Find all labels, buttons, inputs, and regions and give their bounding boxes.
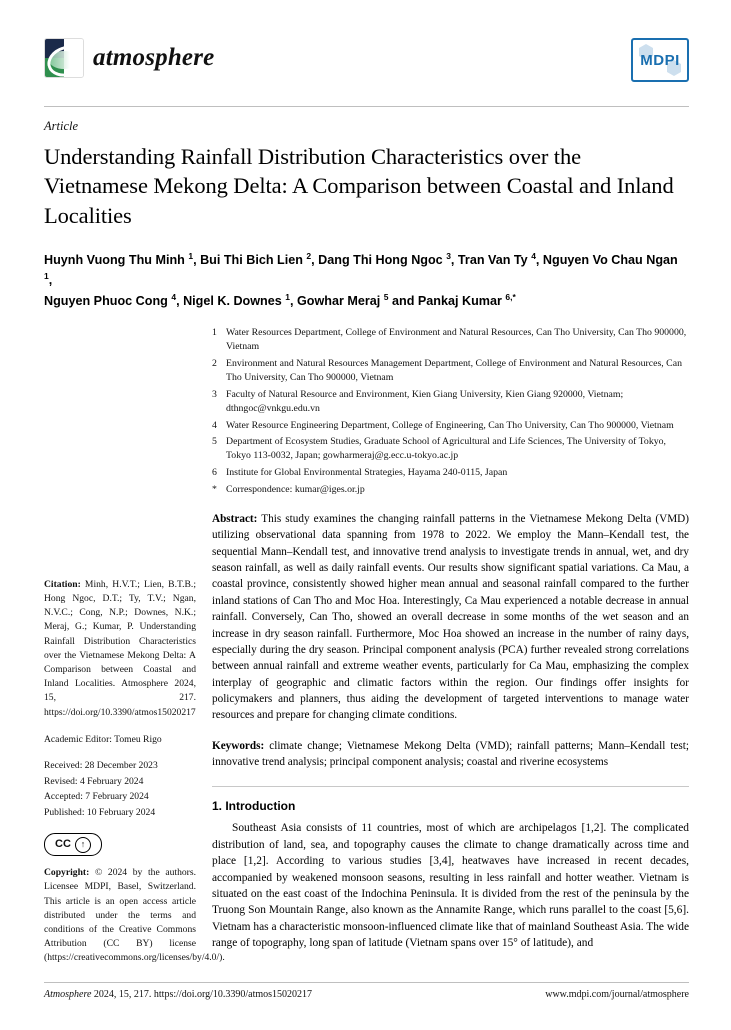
content-columns [44, 326, 689, 966]
affiliation-row [212, 419, 689, 433]
copyright-block [44, 866, 225, 965]
keywords-block [212, 738, 689, 771]
affiliation-text: Water Resource Engineering Department, College of Engineering, Can Tho University, Can Tho 900000, Vietnam [226, 419, 674, 431]
affiliation-row [212, 435, 689, 463]
page-content [44, 38, 689, 993]
citation-label: Citation: [44, 578, 81, 590]
footer-journal-name: Atmosphere [44, 989, 92, 1000]
affiliation-text: Environment and Natural Resources Management Department, College of Environment and Natural Resources, Can Tho University, Can Tho 900000, Vietnam [226, 357, 682, 383]
citation-text: Minh, H.V.T.; Lien, B.T.B.; Hong Ngoc, D.T.; Ty, T.V.; Ngan, N.V.C.; Cong, N.P.; Downes, N.K.; Meraj, G.; Kumar, P. Understanding Rainfall Distribution Characteristics over the Vietnamese Mekong Delta: A Comparison between Coastal and Inland Localities. Atmosphere 2024, 15, 217. https://doi.org/10.3390/atmos15020217 [44, 578, 196, 718]
page-footer [44, 982, 689, 1000]
creative-commons-icon [44, 833, 102, 856]
author-list: Huynh Vuong Thu Minh $^1$, Bui Thi Bich Lien $^2$, Dang Thi Hong Ngoc $^3$, Tran Van Ty $^4$, Nguyen Vo Chau Ngan $^1$, Nguyen Phuoc Cong $^4$, Nigel K. Downes $^1$, Gowhar Meraj $^5$ and Pankaj Kumar $^{6,*}$ [44, 250, 678, 309]
page-title: Understanding Rainfall Distribution Characteristics over the Vietnamese Mekong Delta: A Comparison between Coastal and Inland Localities [44, 144, 674, 228]
affiliation-text: Faculty of Natural Resource and Environment, Kien Giang University, Kien Giang 920000, Vietnam; dthngoc@vnkgu.edu.vn [226, 388, 624, 414]
affiliation-number: 1 [212, 326, 217, 338]
affiliation-number: 2 [212, 357, 217, 369]
abstract-text: This study examines the changing rainfall patterns in the Vietnamese Mekong Delta (VMD) utilizing observational data spanning from 1978 to 2022. We employ the Mann–Kendall test, the sequential Mann–Kendall test, and innovative trend analysis to investigate trends in annual, wet, and dry season rainfall, as well as daily rainfall events. Our results show significant spatial variations. Ca Mau, a coastal province, consistently showed higher mean annual and seasonal rainfall compared to the further inland stations of Can Tho and Moc Hoa. Interestingly, Ca Mau experienced a notable decrease in annual rainfall. Conversely, Can Tho, showed an overall decrease in some months of the wet season and an increase in dry season rainfall. Furthermore, Moc Hoa showed an increase in the number of rainy days, especially during the dry season. Principal component analysis (PCA) further revealed strong correlations between annual rainfall and extreme weather events, particularly for Ca Mau, emphasizing the complex interplay of geographic and climatic factors within the region. Our findings offer insights for policymakers and planners, thus aiding the development of targeted interventions to manage water resources and prepare for changing climate conditions. [212, 513, 689, 722]
introduction-heading: 1. Introduction [212, 799, 296, 814]
affiliation-number: 6 [212, 467, 217, 479]
footer-citation-rest: 2024, 15, 217. https://doi.org/10.3390/atmos15020217 [91, 989, 313, 1000]
cc-label: CC [55, 838, 71, 851]
journal-header [44, 38, 689, 100]
affiliation-number: 3 [212, 388, 217, 400]
date-published: Published: 10 February 2024 [44, 806, 156, 818]
cc-by-icon: ↑ [75, 837, 91, 853]
mdpi-logo-icon [631, 38, 689, 82]
affiliation-number: 5 [212, 436, 217, 448]
sidebar-column [44, 326, 225, 966]
affiliation-row [212, 483, 689, 497]
abstract-label: Abstract: [212, 513, 258, 526]
footer-citation [44, 989, 312, 1000]
affiliation-number: 4 [212, 419, 217, 431]
date-accepted: Accepted: 7 February 2024 [44, 791, 149, 803]
date-revised: Revised: 4 February 2024 [44, 775, 144, 787]
keywords-text: climate change; Vietnamese Mekong Delta (VMD); rainfall patterns; Mann–Kendall test; innovative trend analysis; principal component analysis; coastal and riverine ecosystems [212, 739, 689, 768]
introduction-paragraph: Southeast Asia consists of 11 countries, most of which are archipelagos [1,2]. The complicated distribution of land, sea, and topography causes the climate to change dramatically across time and place [1,2]. According to various studies [3,4], heatwaves have increased in recent decades, accompanied by weakened monsoon seasons, resulting in less rainfall and hotter weather. Vietnam is situated on the east coast of the Indochina Peninsula. It is divided from the rest of the peninsula by the Truong Son Mountain Range, also known as the Annamite Range, which runs parallel to the coast [5,6]. Vietnam has a characteristic monsoon-influenced climate like that of mainland Southeast Asia. The wide range of topography, long span of latitude (Vietnam spans over 15° of latitude), and [212, 822, 689, 950]
affiliation-row [212, 466, 689, 480]
affiliation-text: Department of Ecosystem Studies, Graduate School of Agricultural and Life Sciences, The University of Tokyo, Tokyo 113-0032, Japan; gowharmeraj@g.ecc.u-tokyo.ac.jp [226, 436, 666, 462]
mdpi-label: MDPI [640, 51, 680, 69]
affiliation-row [212, 357, 689, 385]
affiliation-text: Institute for Global Environmental Strategies, Hayama 240-0115, Japan [226, 467, 508, 479]
affiliation-number: * [212, 483, 217, 495]
journal-name: atmosphere [93, 44, 215, 71]
affiliations-list [212, 326, 689, 497]
academic-editor: Academic Editor: Tomeu Rigo [44, 733, 162, 745]
citation-block [44, 578, 196, 720]
date-received: Received: 28 December 2023 [44, 759, 158, 771]
journal-logo [44, 38, 214, 78]
copyright-text: © 2024 by the authors. Licensee MDPI, Basel, Switzerland. This article is an open access article distributed under the terms and conditions of the Creative Commons Attribution (CC BY) license (https://creativecommons.org/licenses/by/4.0/). [44, 867, 225, 964]
section-divider [212, 786, 689, 787]
affiliation-text: Correspondence: kumar@iges.or.jp [226, 483, 365, 495]
copyright-label: Copyright: [44, 867, 90, 879]
affiliation-text: Water Resources Department, College of Environment and Natural Resources, Can Tho University, Can Tho 900000, Vietnam [226, 326, 687, 353]
affiliation-row [212, 326, 689, 354]
main-column [212, 326, 689, 966]
affiliation-row [212, 388, 689, 416]
footer-divider [44, 982, 689, 983]
publication-dates [44, 759, 196, 820]
header-divider [44, 106, 689, 107]
article-type: Article [44, 119, 79, 133]
abstract-block [212, 511, 689, 723]
keywords-label: Keywords: [212, 739, 265, 752]
atmosphere-logo-icon [44, 38, 84, 78]
footer-url[interactable]: www.mdpi.com/journal/atmosphere [545, 989, 689, 1000]
